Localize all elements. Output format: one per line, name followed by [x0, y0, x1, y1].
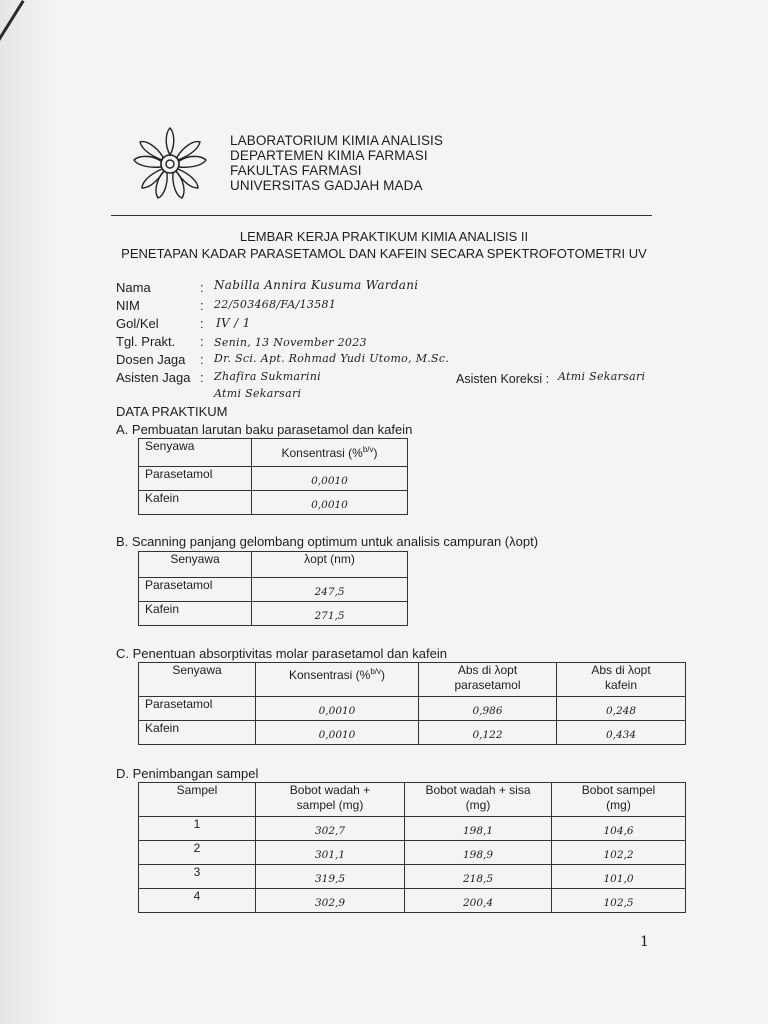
table-a-row-2-name: Kafein [139, 491, 252, 515]
koreksi-label: Asisten Koreksi : [456, 372, 550, 386]
table-d-row-2-w2: 198,9 [405, 841, 552, 865]
table-c-row-1-name: Parasetamol [139, 697, 256, 721]
abs-sub: parasetamol [454, 678, 521, 692]
table-b-header-senyawa: Senyawa [139, 552, 252, 578]
nama-label: Nama [116, 280, 151, 295]
tgl-value: Senin, 13 November 2023 [214, 336, 367, 349]
table-row [139, 697, 686, 721]
nim-value: 22/503468/FA/13581 [214, 298, 337, 311]
table-d-row-3-w1: 319,5 [256, 865, 405, 889]
table-row [139, 841, 686, 865]
table-c-header-konsentrasi [256, 663, 419, 697]
table-d-row-3-no: 3 [139, 865, 256, 889]
table-a-header-konsentrasi [252, 439, 408, 467]
table-c-header-abs-parasetamol [419, 663, 557, 697]
table-c-row-2-abs-p: 0,122 [419, 721, 557, 745]
konsentrasi-label: Konsentrasi (% [288, 668, 371, 682]
asisten-label: Asisten Jaga [116, 370, 191, 385]
colon: : [200, 280, 204, 295]
table-d-row-1-w1: 302,7 [256, 817, 405, 841]
header-line: (mg) [465, 798, 491, 812]
table-c-row-2-name: Kafein [139, 721, 256, 745]
table-d-row-2-w1: 301,1 [256, 841, 405, 865]
institution-line-1: LABORATORIUM KIMIA ANALISIS [230, 133, 444, 148]
table-d-row-4-w3: 102,5 [552, 889, 686, 913]
table-b-row-2-name: Kafein [139, 602, 252, 626]
table-d-row-2-no: 2 [139, 841, 256, 865]
header-line: (mg) [606, 798, 631, 812]
table-row [139, 889, 686, 913]
table-d-header-bobot-wadah-sampel [256, 783, 405, 817]
table-d-row-4-no: 4 [139, 889, 256, 913]
table-a-row-1-name: Parasetamol [139, 467, 252, 491]
table-b-row-1-value: 247,5 [252, 578, 408, 602]
paper-edge-shadow [0, 0, 60, 1024]
institution-line-2: DEPARTEMEN KIMIA FARMASI [230, 148, 428, 163]
colon: : [200, 352, 204, 367]
table-c-row-1-conc: 0,0010 [256, 697, 419, 721]
table-c-row-2-abs-k: 0,434 [557, 721, 686, 745]
konsentrasi-unit: b/v [362, 445, 374, 454]
dosen-label: Dosen Jaga [116, 352, 186, 367]
konsentrasi-close: ) [373, 446, 378, 460]
header-line: Bobot sampel [581, 783, 656, 797]
institution-line-3: FAKULTAS FARMASI [230, 163, 362, 178]
table-d-header-bobot-sampel [552, 783, 686, 817]
table-row [139, 817, 686, 841]
institution-header [230, 133, 443, 193]
colon: : [200, 370, 204, 385]
table-d-row-3-w3: 101,0 [552, 865, 686, 889]
table-b-row-1-name: Parasetamol [139, 578, 252, 602]
institution-line-4: UNIVERSITAS GADJAH MADA [230, 178, 423, 193]
table-a-row-2-value: 0,0010 [252, 491, 408, 515]
nim-label: NIM [116, 298, 140, 313]
abs-sub: kafein [604, 678, 638, 692]
table-d-row-4-w2: 200,4 [405, 889, 552, 913]
page-number: 1 [640, 934, 649, 950]
colon: : [200, 316, 204, 331]
table-a-row-1-value: 0,0010 [252, 467, 408, 491]
table-row [139, 491, 408, 515]
section-b-heading: B. Scanning panjang gelombang optimum untuk analisis campuran (λopt) [116, 534, 539, 549]
table-d-row-1-w3: 104,6 [552, 817, 686, 841]
gol-label: Gol/Kel [116, 316, 159, 331]
table-d-header-bobot-wadah-sisa [405, 783, 552, 817]
table-c [138, 662, 686, 745]
header-line: Bobot wadah + sisa [425, 783, 531, 797]
table-d-row-3-w2: 218,5 [405, 865, 552, 889]
table-row [139, 578, 408, 602]
table-row [139, 467, 408, 491]
konsentrasi-unit: b/v [370, 667, 382, 676]
table-c-header-senyawa: Senyawa [139, 663, 256, 697]
abs-label: Abs di λopt [457, 663, 518, 677]
table-b [138, 551, 408, 626]
konsentrasi-label: Konsentrasi (% [281, 446, 363, 460]
table-d-row-1-w2: 198,1 [405, 817, 552, 841]
table-c-row-1-abs-k: 0,248 [557, 697, 686, 721]
title-line-1: LEMBAR KERJA PRAKTIKUM KIMIA ANALISIS II [239, 229, 529, 244]
table-a-header-senyawa: Senyawa [139, 439, 252, 467]
dosen-value: Dr. Sci. Apt. Rohmad Yudi Utomo, M.Sc. [214, 352, 450, 365]
table-b-row-2-value: 271,5 [252, 602, 408, 626]
table-d-row-2-w3: 102,2 [552, 841, 686, 865]
gol-value: IV / 1 [216, 316, 251, 330]
table-d-row-4-w1: 302,9 [256, 889, 405, 913]
konsentrasi-close: ) [381, 668, 386, 682]
section-d-heading: D. Penimbangan sampel [116, 766, 259, 781]
table-row [139, 721, 686, 745]
asisten-value-2: Atmi Sekarsari [214, 387, 302, 400]
abs-label: Abs di λopt [591, 663, 651, 677]
table-a [138, 438, 408, 515]
header-line: Bobot wadah + [289, 783, 371, 797]
table-row [139, 602, 408, 626]
header-divider [111, 215, 652, 216]
table-c-row-1-abs-p: 0,986 [419, 697, 557, 721]
table-d [138, 782, 686, 913]
tgl-label: Tgl. Prakt. [116, 334, 176, 349]
section-a-heading: A. Pembuatan larutan baku parasetamol dan kafein [116, 422, 413, 437]
asisten-value-1: Zhafira Sukmarini [214, 370, 321, 383]
table-c-row-2-conc: 0,0010 [256, 721, 419, 745]
data-praktikum-heading: DATA PRAKTIKUM [116, 404, 228, 419]
header-line: sampel (mg) [296, 798, 364, 812]
colon: : [200, 298, 204, 313]
koreksi-value: Atmi Sekarsari [558, 370, 646, 383]
colon: : [200, 334, 204, 349]
title-line-2: PENETAPAN KADAR PARASETAMOL DAN KAFEIN SECARA SPEKTROFOTOMETRI UV [121, 246, 647, 261]
table-c-header-abs-kafein [557, 663, 686, 697]
nama-value: Nabilla Annira Kusuma Wardani [214, 278, 419, 292]
ugm-logo-icon [128, 124, 212, 204]
table-d-row-1-no: 1 [139, 817, 256, 841]
section-c-heading: C. Penentuan absorptivitas molar parasetamol dan kafein [116, 646, 447, 661]
table-d-header-sampel: Sampel [139, 783, 256, 817]
table-row [139, 865, 686, 889]
table-b-header-lambda: λopt (nm) [252, 552, 408, 578]
